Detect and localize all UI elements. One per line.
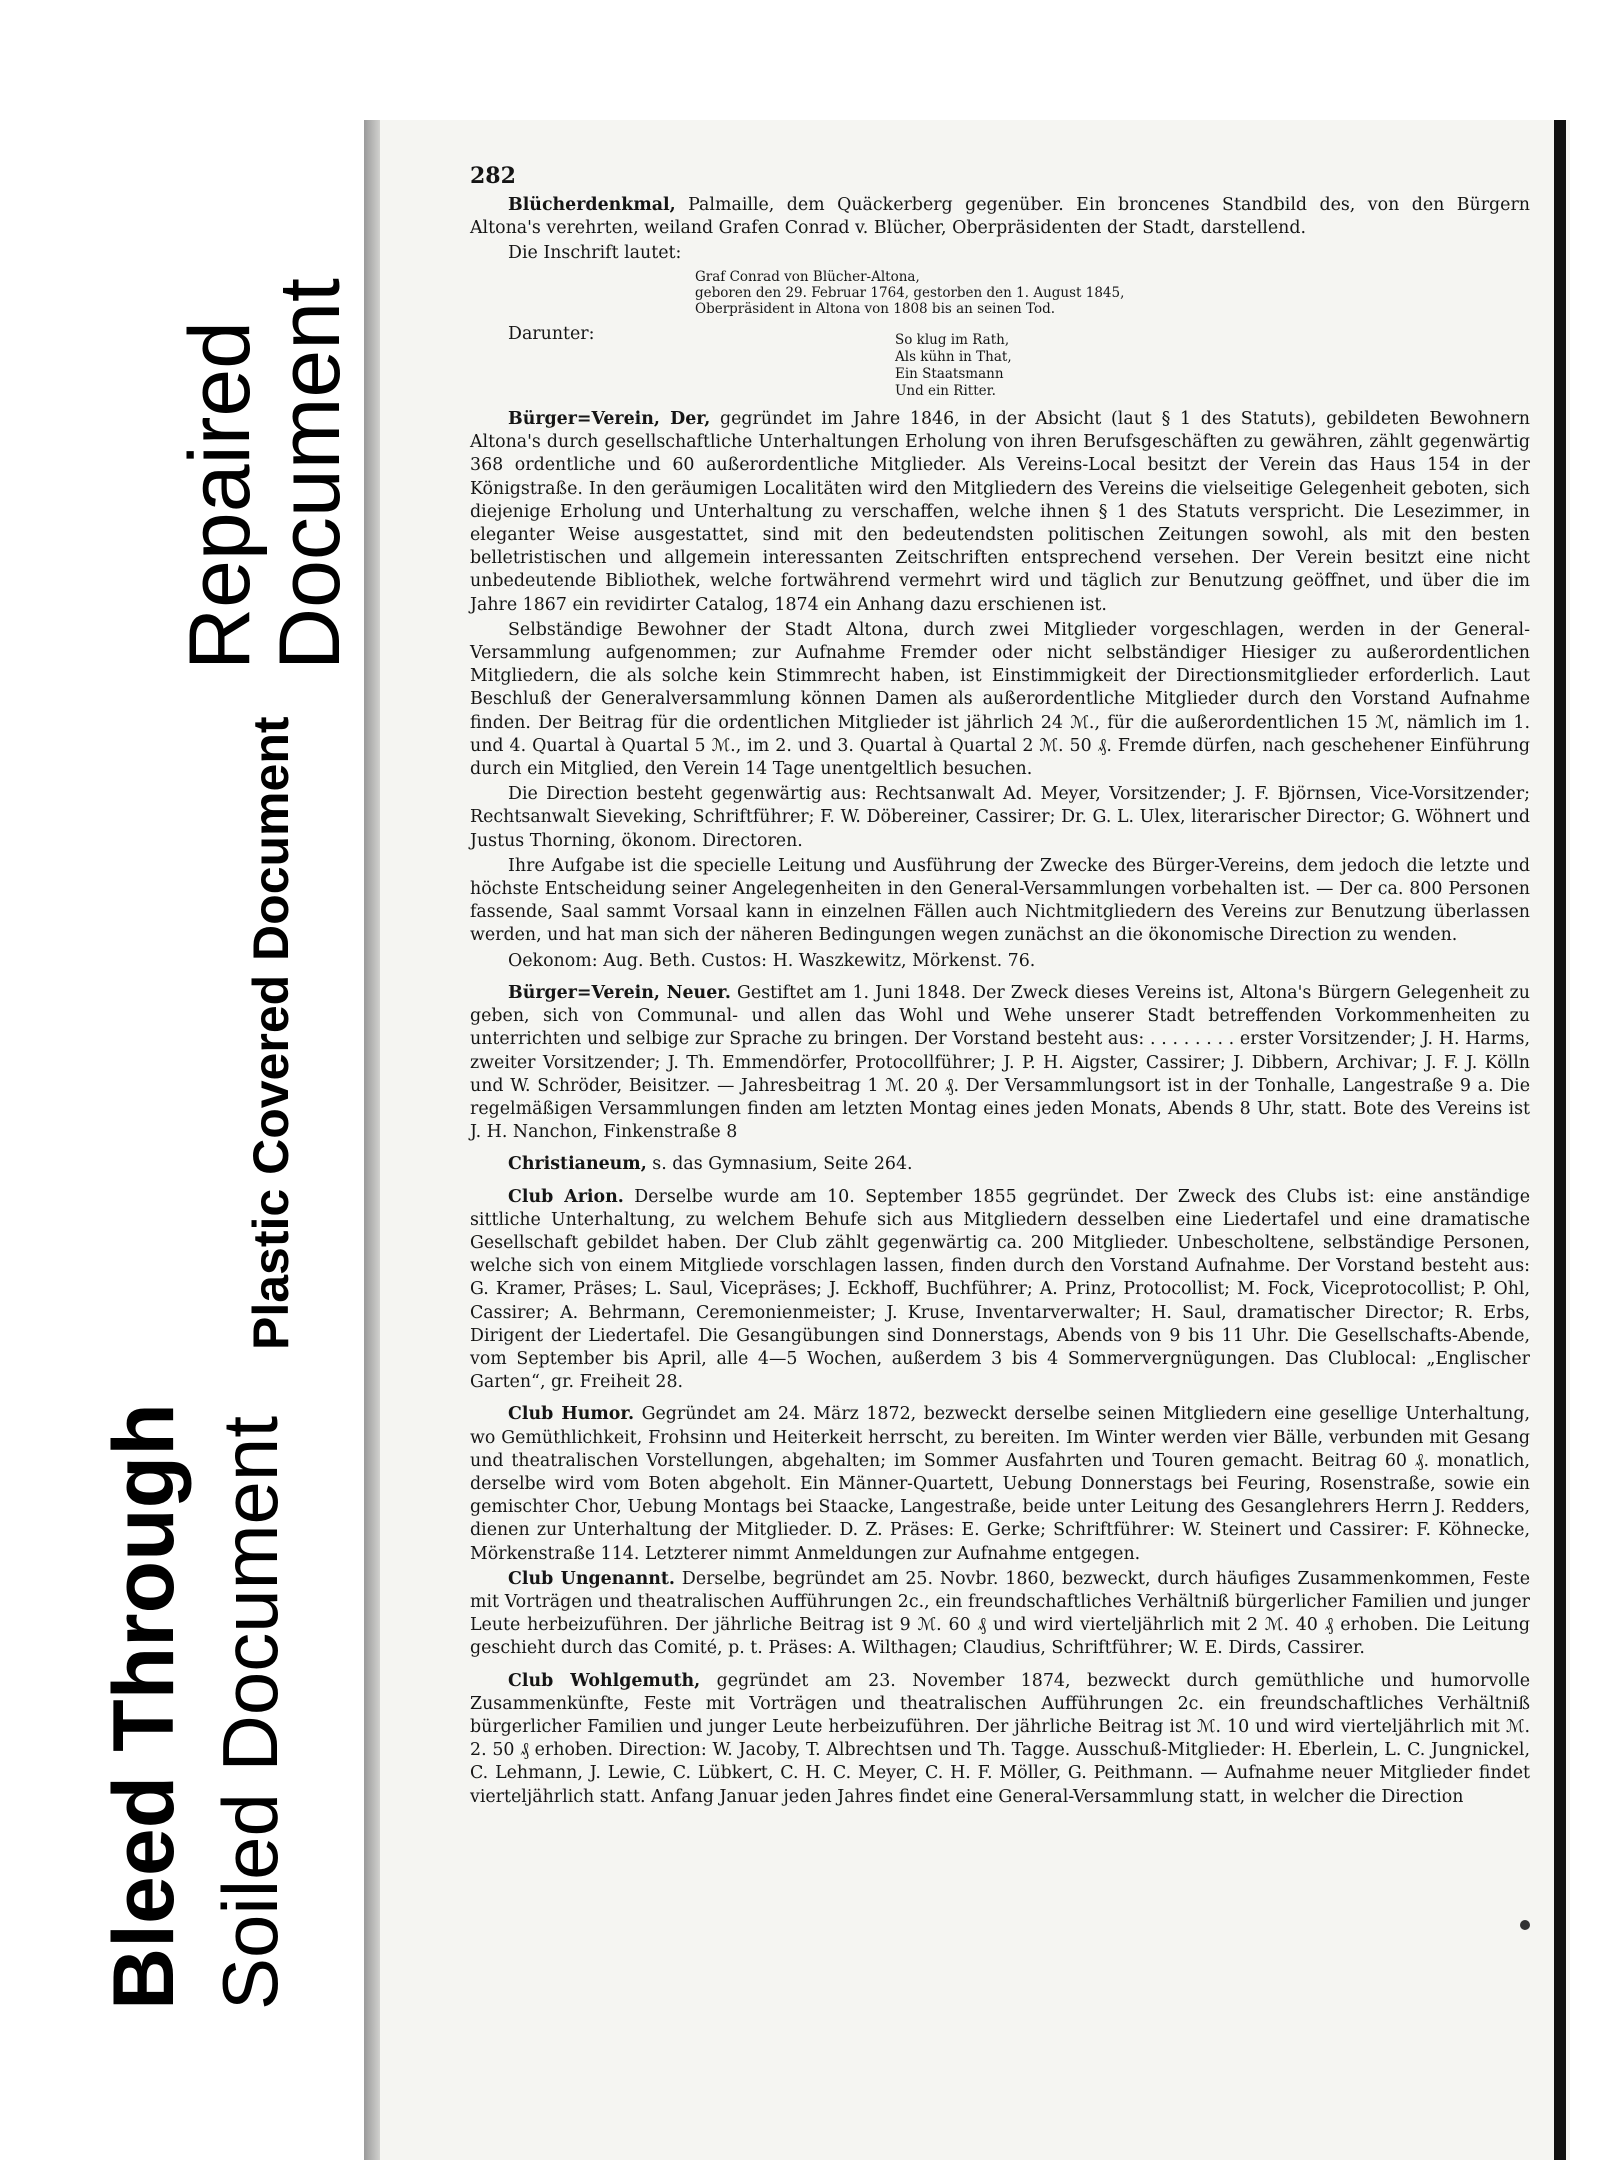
entry-heading: Blücherdenkmal, bbox=[508, 195, 676, 216]
buerger-verein-membership: Selbständige Bewohner der Stadt Altona, durch zwei Mitglieder vorgeschlagen, werden in der General-Versammlung aufgenommen; zur Aufnahme Fremder oder nicht selbständiger Hiesiger zu außerordentlichen Mitgliedern, die als solche kein Stimmrecht haben, ist Einstimmigkeit der Directionsmitglieder erforderlich. Laut Beschluß der Generalversammlung können Damen als außerordentliche Mitglieder durch den Vorstand Aufnahme finden. Der Beitrag für die ordentlichen Mitglieder ist jährlich 24 ℳ., für die außerordentlichen 15 ℳ, nämlich im 1. und 4. Quartal à Quartal 5 ℳ., im 2. und 3. Quartal à Quartal 2 ℳ. 50 ₰. Fremde dürfen, nach geschehener Einführung durch ein Mitglied, den Verein 14 Tage unentgeltlich besuchen. bbox=[470, 619, 1530, 780]
verse-line: Als kühn in That, bbox=[895, 349, 1012, 366]
soiled-document-stamp: Soiled Document bbox=[206, 1416, 294, 2010]
entry-heading: Club Arion. bbox=[508, 1186, 624, 1207]
inscription-line: geboren den 29. Februar 1764, gestorben den 1. August 1845, bbox=[695, 284, 1125, 301]
verse-line: So klug im Rath, bbox=[895, 332, 1010, 349]
entry-text: Derselbe wurde am 10. September 1855 gegründet. Der Zweck des Clubs ist: eine anständige sittliche Unterhaltung, zu welchem Behufe sich aus Mitgliedern desselben eine Liedertafel und eine dramatische Gesellschaft gebildet haben. Der Club zählt gegenwärtig ca. 200 Mitglieder. Unbescholtene, selbständige Personen, welche sich von einem Mitgliede vorschlagen lassen, finden durch den Vorstand Aufnahme. Der Vorstand besteht aus: G. Kramer, Präses; L. Saul, Vicepräses; J. Eckhoff, Buchführer; A. Prinz, Protocollist; M. Fock, Viceprotocollist; P. Ohl, Cassirer; A. Behrmann, Ceremonienmeister; J. Kruse, Inventarverwalter; H. Saul, dramatischer Director; R. Erbs, Dirigent der Liedertafel. Die Gesangübungen sind Donnerstags, Abends von 9 bis 11 Uhr. Die Gesellschafts-Abende, vom September bis April, alle 4—5 Wochen, außerdem 3 bis 4 Sommervergnügungen. Das Clublocal: „Englischer Garten“, gr. Freiheit 28. bbox=[470, 1186, 1530, 1393]
entry-heading: Christianeum, bbox=[508, 1154, 647, 1175]
page-text-column bbox=[470, 165, 1530, 1818]
entry-heading: Club Humor. bbox=[508, 1404, 635, 1425]
verse-line: Und ein Ritter. bbox=[895, 383, 996, 400]
entry-buerger-verein-neuer bbox=[470, 982, 1530, 1144]
entry-club-humor bbox=[470, 1403, 1530, 1565]
entry-text: Gestiftet am 1. Juni 1848. Der Zweck dieses Vereins ist, Altona's Bürgern Gelegenheit zu geben, sich von Communal- und allen das Wohl und Wehe unserer Stadt betreffenden Vorkommenheiten zu unterrichten und selbige zur Sprache zu bringen. Der Vorstand besteht aus: . . . . . . . . erster Vorsitzender; J. H. Harms, zweiter Vorsitzender; J. Th. Emmendörfer, Protocollführer; J. P. H. Aigster, Cassirer; J. Dibbern, Archivar; J. F. J. Kölln und W. Schröder, Beisitzer. — Jahresbeitrag 1 ℳ. 20 ₰. Der Versammlungsort ist in der Tonhalle, Langestraße 9 a. Die regelmäßigen Versammlungen finden am letzten Montag eines jeden Monats, Abends 8 Uhr, statt. Bote des Vereins ist J. H. Nanchon, Finkenstraße 8 bbox=[470, 982, 1530, 1143]
entry-buerger-verein bbox=[470, 408, 1530, 617]
ink-spot bbox=[1520, 1920, 1530, 1930]
entry-heading: Bürger=Verein, Neuer. bbox=[508, 982, 731, 1003]
repaired-stamp-line-1: Repaired bbox=[172, 321, 268, 670]
entry-text: Gegründet am 24. März 1872, bezweckt derselbe seinen Mitgliedern eine gesellige Unterhaltung, wo Gemüthlichkeit, Frohsinn und Heiterkeit herrscht, zu bereiten. Im Winter werden vier Bälle, verbunden mit Gesang und theatralischen Vorstellungen, abgehalten; im Sommer Ausfahrten und Touren gemacht. Beitrag 60 ₰. monatlich, derselbe wird vom Boten abgeholt. Ein Männer-Quartett, Uebung Donnerstags bei Feuring, Rosenstraße, sowie ein gemischter Chor, Uebung Montags bei Staacke, Langestraße, beide unter Leitung des Gesanglehrers Herrn J. Redders, dienen zur Unterhaltung der Mitglieder. D. Z. Präses: E. Gerke; Schriftführer: W. Steinert und Cassirer: F. Köhnecke, Mörkenstraße 114. Letzterer nimmt Anmeldungen zur Aufnahme entgegen. bbox=[470, 1404, 1530, 1564]
entry-club-ungenannt bbox=[470, 1568, 1530, 1661]
entry-text: Derselbe, begründet am 25. Novbr. 1860, bezweckt, durch häufiges Zusammenkommen, Feste mit Vorträgen und theatralischen Aufführungen 2c., ein freundschaftliches Verhältniß bürgerlicher Familien und junger Leute herbeizuführen. Der jährliche Beitrag ist 9 ℳ. 60 ₰ und wird vierteljährlich mit 2 ℳ. 40 ₰ erhoben. Die Leitung geschieht durch das Comité, p. t. Präses: A. Wilthagen; Claudius, Schriftführer; W. E. Dirds, Cassirer. bbox=[470, 1568, 1530, 1659]
page-right-border bbox=[1554, 120, 1566, 2160]
inscription-line: Graf Conrad von Blücher-Altona, bbox=[695, 268, 920, 285]
inscription-line: Oberpräsident in Altona von 1808 bis an seinen Tod. bbox=[695, 300, 1056, 317]
buerger-verein-oekonom: Oekonom: Aug. Beth. Custos: H. Waszkewitz, Mörkenst. 76. bbox=[508, 950, 1036, 971]
entry-bluecherdenkmal bbox=[470, 194, 1530, 240]
entry-heading: Club Wohlgemuth, bbox=[508, 1670, 701, 1691]
page-number: 282 bbox=[470, 163, 516, 189]
below-label: Darunter: bbox=[508, 323, 595, 344]
buerger-verein-direction: Die Direction besteht gegenwärtig aus: Rechtsanwalt Ad. Meyer, Vorsitzender; J. F. Björnsen, Vice-Vorsitzender; Rechtsanwalt Sieveking, Schriftführer; F. W. Döbereiner, Cassirer; Dr. G. L. Ulex, literarischer Director; G. Wöhnert und Justus Thorning, ökonom. Directoren. bbox=[470, 784, 1530, 851]
entry-text: Palmaille, dem Quäckerberg gegenüber. Ein broncenes Standbild des, von den Bürgern Altona's verehrten, weiland Grafen Conrad v. Blücher, Oberpräsidenten der Stadt, darstellend. bbox=[470, 195, 1530, 239]
repaired-stamp-line-2: Document bbox=[262, 278, 358, 670]
verse-block bbox=[895, 332, 1530, 400]
inscription-block bbox=[695, 269, 1530, 317]
plastic-covered-stamp: Plastic Covered Document bbox=[243, 716, 299, 1350]
bleed-through-stamp: Bleed Through bbox=[96, 1403, 192, 2010]
entry-christianeum bbox=[470, 1153, 1530, 1176]
verse-line: Ein Staatsmann bbox=[895, 366, 1004, 383]
inscription-label: Die Inschrift lautet: bbox=[508, 242, 682, 263]
buerger-verein-tasks: Ihre Aufgabe ist die specielle Leitung und Ausführung der Zwecke des Bürger-Vereins, dem jedoch die letzte und höchste Entscheidung seiner Angelegenheiten in den General-Versammlungen vorbehalten ist. — Der ca. 800 Personen fassende, Saal sammt Vorsaal kann in einzelnen Fällen auch Nichtmitgliedern des Vereins zur Benutzung überlassen werden, und hat man sich der näheren Bedingungen wegen zunächst an die ökonomische Direction zu wenden. bbox=[470, 855, 1530, 946]
entry-heading: Bürger=Verein, Der, bbox=[508, 409, 711, 430]
entry-text: gegründet am 23. November 1874, bezweckt durch gemüthliche und humorvolle Zusammenkünfte, Feste mit Vorträgen und theatralischen Aufführungen 2c. ein freundschaftliches Verhältniß bürgerlicher Familien und junger Leute herbeizuführen. Der jährliche Beitrag ist ℳ. 10 und wird vierteljährlich mit ℳ. 2. 50 ₰ erhoben. Direction: W. Jacoby, T. Albrechtsen und Th. Tagge. Ausschuß-Mitglieder: H. Eberlein, L. C. Jungnickel, C. Lehmann, J. Lewie, C. Lübkert, C. H. C. Meyer, C. H. F. Möller, G. Peithmann. — Aufnahme neuer Mitglieder findet vierteljährlich statt. Anfang Januar jeden Jahres findet eine General-Versammlung statt, in welcher die Direction bbox=[470, 1670, 1530, 1807]
entry-text: gegründet im Jahre 1846, in der Absicht (laut § 1 des Statuts), gebildeten Bewohnern Altona's durch gesellschaftliche Unterhaltungen Erholung von ihren Berufsgeschäften zu gewähren, zählt gegenwärtig 368 ordentliche und 60 außerordentliche Mitglieder. Als Vereins-Local besitzt der Verein das Haus 154 in der Königstraße. In den geräumigen Localitäten wird den Mitgliedern des Vereins die vielseitige Gelegenheit geboten, sich diejenige Erholung und Unterhaltung zu verschaffen, welche ihnen § 1 des Statuts verspricht. Die Lesezimmer, in eleganter Weise ausgestattet, sind mit den bedeutendsten politischen Zeitungen sowohl, als mit den besten belletristischen und allgemein interessanten Zeitschriften entsprechend versehen. Der Verein besitzt eine nicht unbedeutende Bibliothek, welche fortwährend vermehrt wird und täglich zur Benutzung geöffnet, und über die im Jahre 1867 ein revidirter Catalog, 1874 ein Anhang dazu erschienen ist. bbox=[470, 409, 1530, 615]
entry-club-wohlgemuth bbox=[470, 1670, 1530, 1809]
entry-club-arion bbox=[470, 1186, 1530, 1395]
entry-heading: Club Ungenannt. bbox=[508, 1568, 675, 1589]
repaired-document-stamp bbox=[172, 278, 358, 670]
entry-text: s. das Gymnasium, Seite 264. bbox=[652, 1154, 913, 1175]
